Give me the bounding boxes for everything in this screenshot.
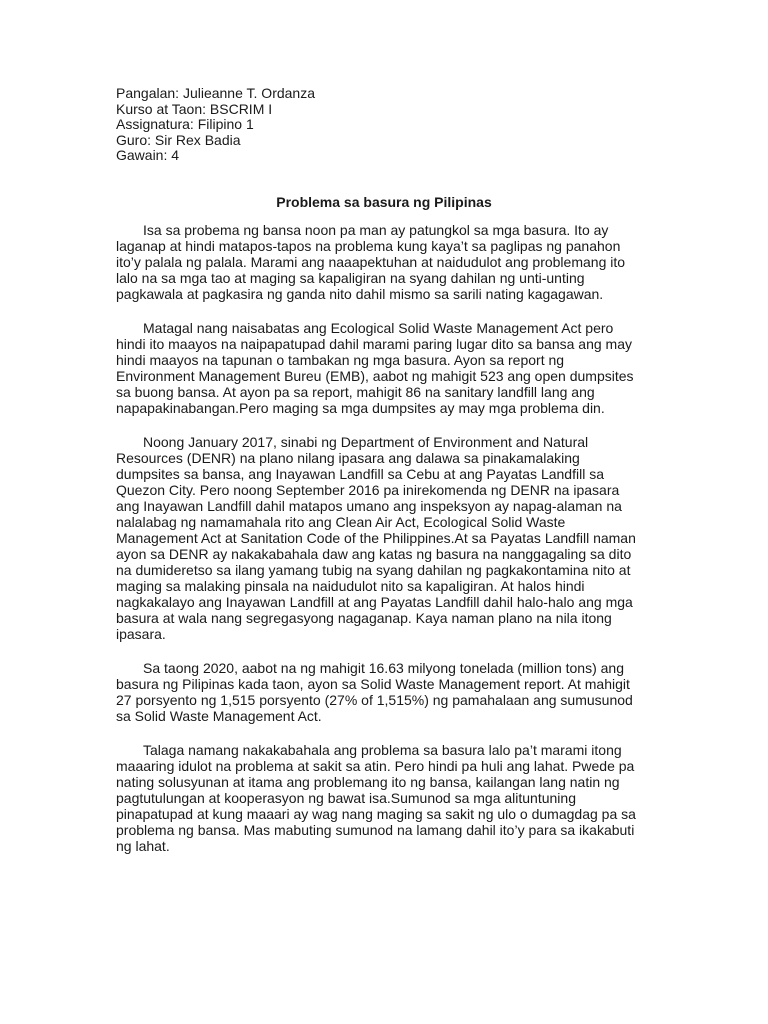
teacher: Guro: Sir Rex Badia xyxy=(116,131,241,148)
paragraph-line: nating solusyunan at itama ang problemang ito ng bansa, kailangan lang natin ng xyxy=(116,774,620,790)
paragraph-line: nalalabag ng namamahala rito ang Clean Air Act, Ecological Solid Waste xyxy=(116,514,566,530)
paragraph-line: pinapatupad at kung maaari ay wag nang maging sa sakit ng ulo o dumagdag pa sa xyxy=(116,806,636,822)
paragraph-line: na dumideretso sa ilang yamang tubig na syang dahilan ng pagkakontamina nito at xyxy=(116,562,631,578)
paragraph-line: ito’y palala ng palala. Marami ang naaapektuhan at naidudulot ang problemang ito xyxy=(116,254,626,270)
paragraph-3 xyxy=(116,434,696,642)
paragraph-line: ng lahat. xyxy=(116,838,170,854)
paragraph-line: laganap at hindi matapos-tapos na problema kung kaya’t sa paglipas ng panahon xyxy=(116,238,621,254)
paragraph-line: maaaring idulot na problema at sakit sa atin. Pero hindi pa huli ang lahat. Pwede pa xyxy=(116,758,635,774)
paragraph-line: basura at wala nang segregasyong nagaganap. Kaya naman plano na nila itong xyxy=(116,610,612,626)
paragraph-line: Sa taong 2020, aabot na ng mahigit 16.63 milyong tonelada (million tons) ang xyxy=(143,660,624,676)
paragraph-line: ayon sa DENR ay nakakabahala daw ang katas ng basura na nanggagaling sa dito xyxy=(116,546,632,562)
paragraph-line: ipasara. xyxy=(116,626,166,642)
subject: Assignatura: Filipino 1 xyxy=(116,116,254,132)
paragraph-line: sa buong bansa. At ayon pa sa report, mahigit 86 na sanitary landfill lang ang xyxy=(116,384,595,400)
paragraph-line: basura ng Pilipinas kada taon, ayon sa Solid Waste Management report. At mahigit xyxy=(116,676,630,692)
task-number: Gawain: 4 xyxy=(116,147,180,163)
paragraph-5 xyxy=(116,742,696,854)
student-name: Pangalan: Julieanne T. Ordanza xyxy=(116,85,315,101)
course-year: Kurso at Taon: BSCRIM I xyxy=(116,100,273,117)
paragraph-line: Resources (DENR) na plano nilang ipasara ang dalawa sa pinakamalaking xyxy=(116,450,580,466)
paragraph-line: Isa sa probema ng bansa noon pa man ay patungkol sa mga basura. Ito ay xyxy=(143,222,609,238)
paragraph-2 xyxy=(116,320,696,416)
essay-body xyxy=(116,222,696,872)
paragraph-line: ang Inayawan Landfill dahil matapos umano ang inspeksyon ay napag-alaman na xyxy=(116,498,622,514)
paragraph-line: Matagal nang naisabatas ang Ecological Solid Waste Management Act pero xyxy=(143,320,614,336)
document-title: Problema sa basura ng Pilipinas xyxy=(276,194,492,210)
paragraph-line: napapakinabangan.Pero maging sa mga dumpsites ay may mga problema din. xyxy=(116,400,605,416)
paragraph-line: Management Act at Sanitation Code of the Philippines.At sa Payatas Landfill naman xyxy=(116,530,636,546)
paragraph-line: pagkawala at pagkasira ng ganda nito dahil mismo sa sarili nating kagagawan. xyxy=(116,286,604,302)
paragraph-4 xyxy=(116,660,696,724)
paragraph-line: problema ng bansa. Mas mabuting sumunod na lamang dahil ito’y para sa ikakabuti xyxy=(116,822,635,838)
paragraph-line: hindi maayos na tapunan o tambakan ng mga basura. Ayon sa report ng xyxy=(116,352,565,368)
paragraph-line: Quezon City. Pero noong September 2016 pa inirekomenda ng DENR na ipasara xyxy=(116,482,620,498)
paragraph-line: dumpsites sa bansa, ang Inayawan Landfill sa Cebu at ang Payatas Landfill sa xyxy=(116,466,604,482)
paragraph-line: sa Solid Waste Management Act. xyxy=(116,708,322,724)
paragraph-line: 27 porsyento ng 1,515 porsyento (27% of 1,515%) ng pamahalaan ang sumusunod xyxy=(116,692,633,708)
paragraph-line: Noong January 2017, sinabi ng Department of Environment and Natural xyxy=(143,434,589,450)
paragraph-line: Environment Management Bureu (EMB), aabot ng mahigit 523 ang open dumpsites xyxy=(116,368,634,384)
paragraph-line: pagtutulungan at kooperasyon ng bawat isa.Sumunod sa mga alituntuning xyxy=(116,790,576,806)
paragraph-line: nagkakalayo ang Inayawan Landfill at ang Payatas Landfill dahil halo-halo ang mga xyxy=(116,594,633,610)
paragraph-line: lalo na sa mga tao at maging sa kapaligiran na syang dahilan ng unti-unting xyxy=(116,270,585,286)
paragraph-1 xyxy=(116,222,696,302)
paragraph-line: maging sa malaking pinsala na naidudulot nito sa kapaligiran. At halos hindi xyxy=(116,578,585,594)
paragraph-line: hindi ito maayos na naipapatupad dahil marami paring lugar dito sa bansa ang may xyxy=(116,336,632,352)
student-info xyxy=(116,86,315,164)
paragraph-line: Talaga namang nakakabahala ang problema sa basura lalo pa’t marami itong xyxy=(143,742,622,758)
